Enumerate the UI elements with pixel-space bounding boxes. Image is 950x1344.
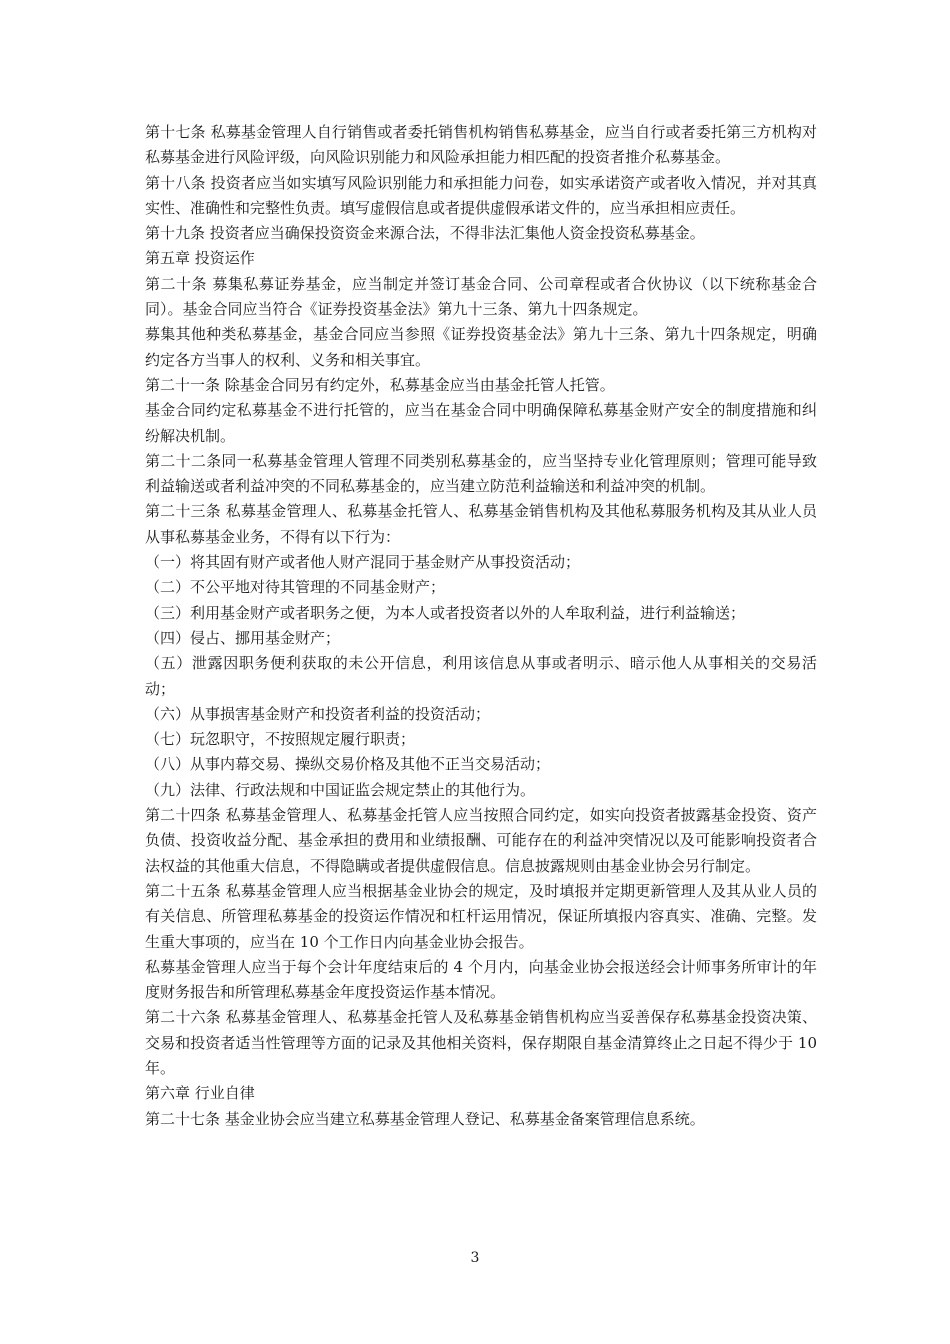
list-item-7: （七）玩忽职守，不按照规定履行职责； [145,730,416,749]
list-item-4: （四）侵占、挪用基金财产； [145,628,341,647]
list-item-3: （三）利用基金财产或者职务之便，为本人或者投资者以外的人牟取利益，进行利益输送； [145,603,746,622]
list-item-8: （八）从事内幕交易、操纵交易价格及其他不正当交易活动； [145,755,551,774]
paragraph-article-25-2: 私募基金管理人应当于每个会计年度结束后的 4 个月内，向基金业协会报送经会计师事务所审计的年度财务报告和所管理私募基金年度投资运作基本情况。 [145,957,817,1002]
list-item-9: （九）法律、行政法规和中国证监会规定禁止的其他行为。 [145,780,536,799]
paragraph-article-24: 第二十四条 私募基金管理人、私募基金托管人应当按照合同约定，如实向投资者披露基金投资、资产负债、投资收益分配、基金承担的费用和业绩报酬、可能存在的利益冲突情况以及可能影响投资者合法权益的其他重大信息，不得隐瞒或者提供虚假信息。信息披露规则由基金业协会另行制定。 [145,806,817,875]
list-item-5: （五）泄露因职务便利获取的未公开信息，利用该信息从事或者明示、暗示他人从事相关的交易活动； [145,654,817,698]
paragraph-article-20: 第二十条 募集私募证券基金，应当制定并签订基金合同、公司章程或者合伙协议（以下统称基金合同）。基金合同应当符合《证券投资基金法》第九十三条、第九十四条规定。 [145,274,817,319]
chapter-heading-5: 第五章 投资运作 [145,249,255,268]
paragraph-article-21-2: 基金合同约定私募基金不进行托管的，应当在基金合同中明确保障私募基金财产安全的制度措施和纠纷解决机制。 [145,401,817,445]
paragraph-article-25: 第二十五条 私募基金管理人应当根据基金业协会的规定，及时填报并定期更新管理人及其从业人员的有关信息、所管理私募基金的投资运作情况和杠杆运用情况，保证所填报内容真实、准确、完整。发生重大事项的，应当在 10 个工作日内向基金业协会报告。 [145,881,817,951]
list-item-2: （二）不公平地对待其管理的不同基金财产； [145,578,446,597]
paragraph-article-27: 第二十七条 基金业协会应当建立私募基金管理人登记、私募基金备案管理信息系统。 [145,1109,705,1128]
paragraph-article-17: 第十七条 私募基金管理人自行销售或者委托销售机构销售私募基金，应当自行或者委托第三方机构对私募基金进行风险评级，向风险识别能力和风险承担能力相匹配的投资者推介私募基金。 [145,123,817,167]
document-body [145,120,817,1132]
paragraph-article-20-2: 募集其他种类私募基金，基金合同应当参照《证券投资基金法》第九十三条、第九十四条规定，明确约定各方当事人的权利、义务和相关事宜。 [145,325,817,369]
chapter-heading-6: 第六章 行业自律 [145,1084,255,1103]
list-item-1: （一）将其固有财产或者他人财产混同于基金财产从事投资活动； [145,553,581,572]
paragraph-article-18: 第十八条 投资者应当如实填写风险识别能力和承担能力问卷，如实承诺资产或者收入情况，并对其真实性、准确性和完整性负责。填写虚假信息或者提供虚假承诺文件的，应当承担相应责任。 [145,173,817,217]
page-number: 3 [470,1250,480,1266]
paragraph-article-23: 第二十三条 私募基金管理人、私募基金托管人、私募基金销售机构及其他私募服务机构及其从业人员从事私募基金业务，不得有以下行为： [145,502,817,546]
list-item-6: （六）从事损害基金财产和投资者利益的投资活动； [145,704,491,723]
paragraph-article-26: 第二十六条 私募基金管理人、私募基金托管人及私募基金销售机构应当妥善保存私募基金投资决策、交易和投资者适当性管理等方面的记录及其他相关资料，保存期限自基金清算终止之日起不得少于 10 年。 [145,1008,817,1077]
paragraph-article-21: 第二十一条 除基金合同另有约定外，私募基金应当由基金托管人托管。 [145,375,615,394]
paragraph-article-19: 第十九条 投资者应当确保投资资金来源合法，不得非法汇集他人资金投资私募基金。 [145,224,705,243]
paragraph-article-22: 第二十二条同一私募基金管理人管理不同类别私募基金的，应当坚持专业化管理原则；管理可能导致利益输送或者利益冲突的不同私募基金的，应当建立防范利益输送和利益冲突的机制。 [145,451,817,496]
